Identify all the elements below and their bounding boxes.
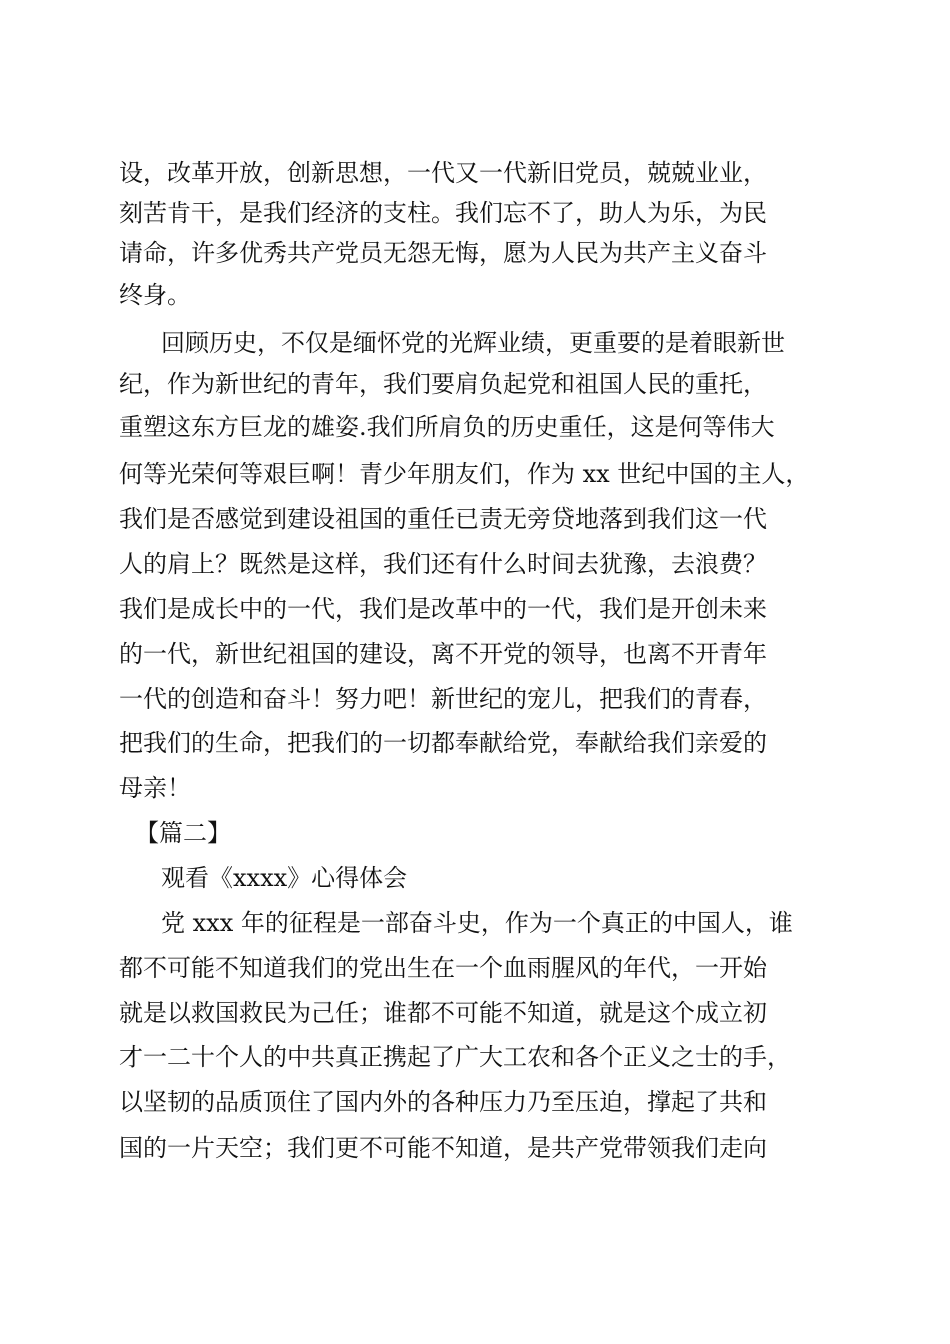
text-line: 把我们的生命，把我们的一切都奉献给党，奉献给我们亲爱的: [119, 729, 767, 757]
text-line: 何等光荣何等艰巨啊！青少年朋友们，作为 xx 世纪中国的主人，: [119, 460, 810, 488]
text-line: 人的肩上？既然是这样，我们还有什么时间去犹豫，去浪费？: [119, 550, 767, 578]
text-line: 我们是成长中的一代，我们是改革中的一代，我们是开创未来: [119, 595, 767, 623]
text-line: 才一二十个人的中共真正携起了广大工农和各个正义之士的手，: [119, 1043, 791, 1071]
text-line: 终身。: [119, 281, 191, 309]
text-line: 都不可能不知道我们的党出生在一个血雨腥风的年代，一开始: [119, 954, 767, 982]
text-line: 就是以救国救民为己任；谁都不可能不知道，就是这个成立初: [119, 999, 767, 1027]
text-line: 刻苦肯干，是我们经济的支柱。我们忘不了，助人为乐，为民: [119, 199, 767, 227]
text-line: 的一代，新世纪祖国的建设，离不开党的领导，也离不开青年: [119, 640, 767, 668]
text-line: 请命，许多优秀共产党员无怨无悔，愿为人民为共产主义奋斗: [119, 239, 767, 267]
paragraph-start-line: 党 xxx 年的征程是一部奋斗史，作为一个真正的中国人，谁: [161, 909, 793, 937]
text-line: 重塑这东方巨龙的雄姿.我们所肩负的历史重任，这是何等伟大: [119, 413, 775, 441]
paragraph-start-line: 回顾历史，不仅是缅怀党的光辉业绩，更重要的是着眼新世: [161, 329, 785, 357]
text-line: 一代的创造和奋斗！努力吧！新世纪的宠儿，把我们的青春，: [119, 685, 767, 713]
text-line: 设，改革开放，创新思想，一代又一代新旧党员，兢兢业业，: [119, 159, 767, 187]
text-line: 我们是否感觉到建设祖国的重任已责无旁贷地落到我们这一代: [119, 505, 767, 533]
document-title: 观看《xxxx》心得体会: [161, 864, 408, 892]
text-line: 国的一片天空；我们更不可能不知道，是共产党带领我们走向: [119, 1134, 767, 1162]
text-line: 纪，作为新世纪的青年，我们要肩负起党和祖国人民的重托，: [119, 370, 767, 398]
text-line: 以坚韧的品质顶住了国内外的各种压力乃至压迫，撑起了共和: [119, 1088, 767, 1116]
section-heading: 【篇二】: [135, 819, 231, 847]
text-line: 母亲！: [119, 774, 191, 802]
